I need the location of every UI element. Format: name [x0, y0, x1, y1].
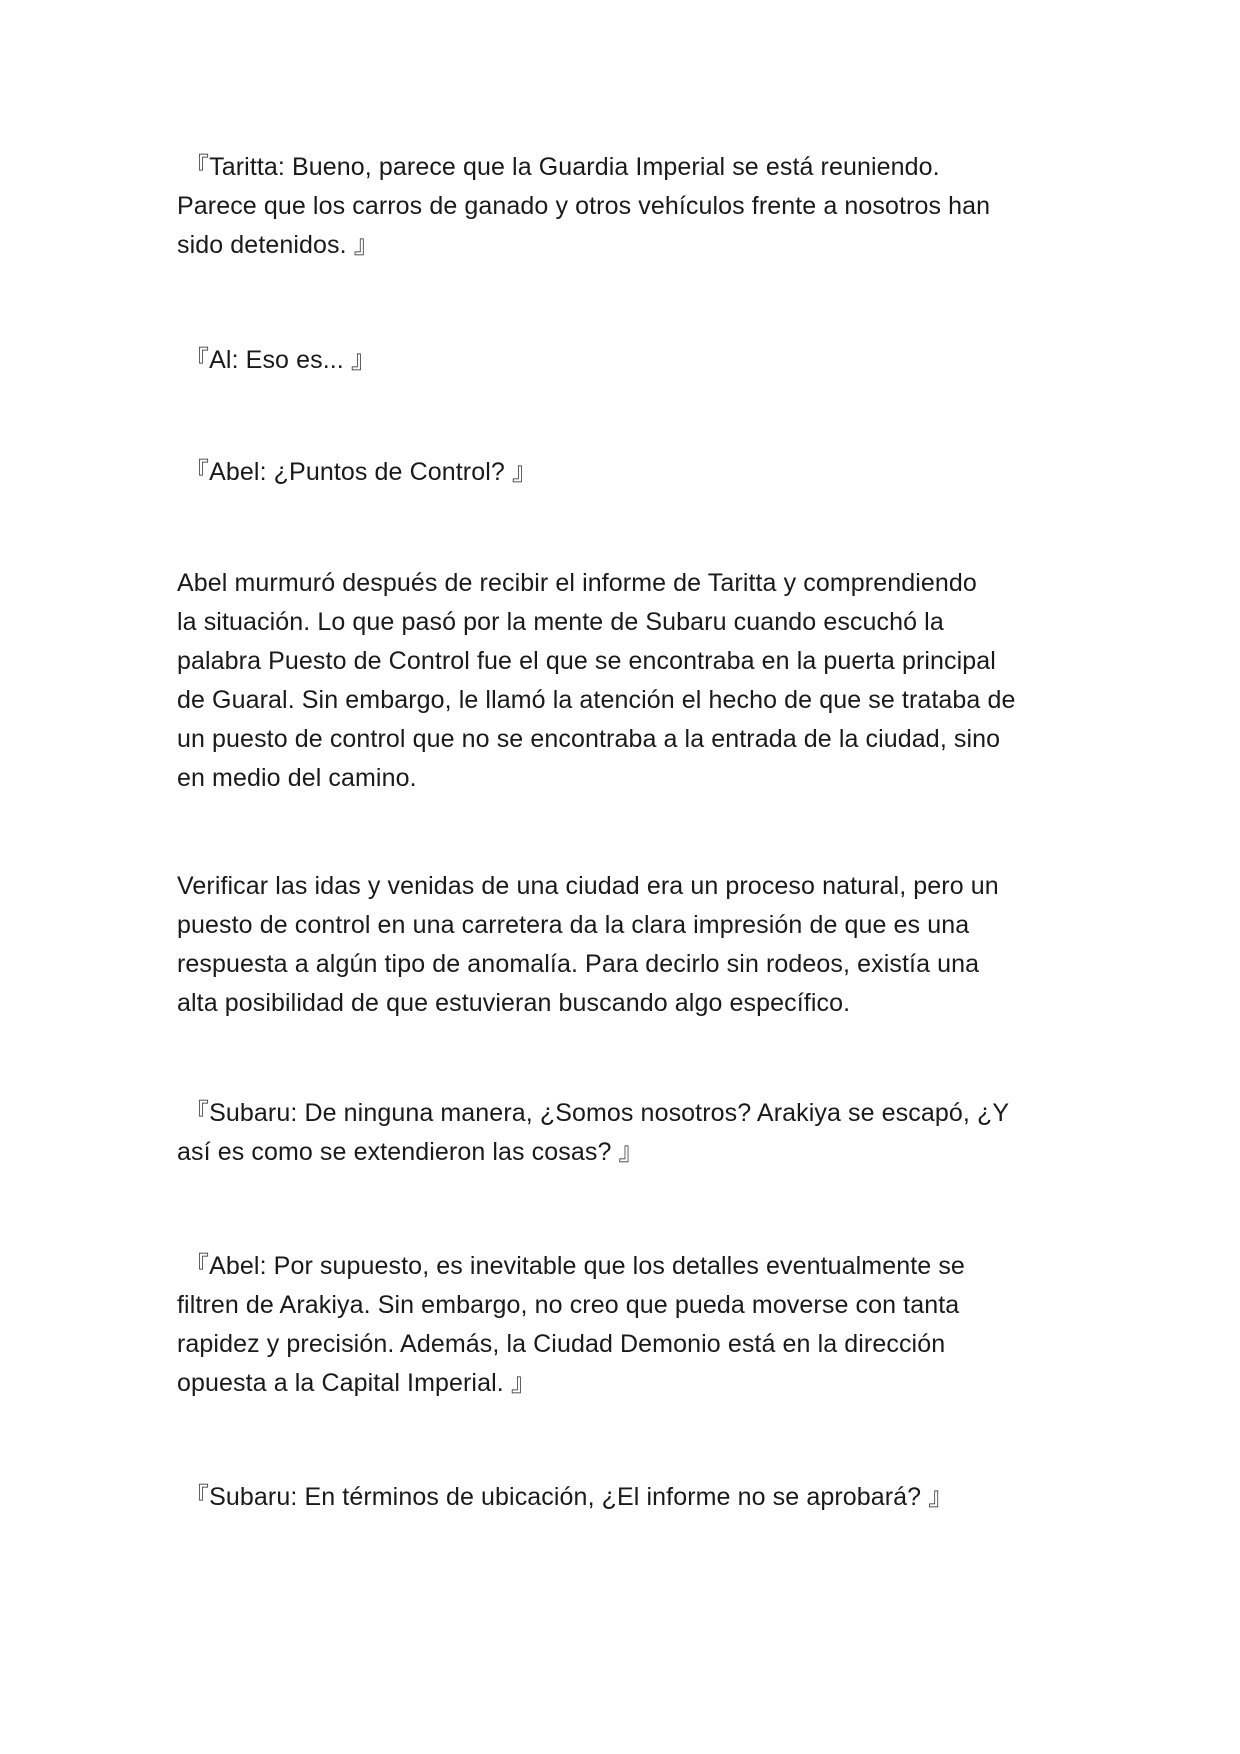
narration-abel-murmured — [177, 564, 1067, 798]
text-line: así es como se extendieron las cosas? 』 — [177, 1138, 644, 1166]
text-line: la situación. Lo que pasó por la mente de Subaru cuando escuchó la — [177, 608, 944, 636]
text-line: un puesto de control que no se encontraba a la entrada de la ciudad, sino — [177, 725, 1001, 753]
dialogue-abel-details-leak — [177, 1247, 1067, 1403]
dialogue-abel-checkpoints — [177, 453, 1067, 492]
text-line: rapidez y precisión. Además, la Ciudad Demonio está en la dirección — [177, 1330, 946, 1358]
dialogue-taritta — [177, 148, 1067, 265]
text-line: Parece que los carros de ganado y otros vehículos frente a nosotros han — [177, 192, 991, 220]
text-line: 『Al: Eso es... 』 — [177, 346, 376, 374]
text-line: de Guaral. Sin embargo, le llamó la atención el hecho de que se trataba de — [177, 686, 1016, 714]
text-line: 『Abel: ¿Puntos de Control? 』 — [177, 458, 538, 486]
text-line: opuesta a la Capital Imperial. 』 — [177, 1369, 536, 1397]
text-line: Verificar las idas y venidas de una ciudad era un proceso natural, pero un — [177, 872, 999, 900]
text-line: palabra Puesto de Control fue el que se encontraba en la puerta principal — [177, 647, 996, 675]
narration-checkpoint-anomaly — [177, 867, 1067, 1023]
dialogue-al — [177, 341, 1067, 380]
dialogue-subaru-is-it-us — [177, 1094, 1067, 1172]
text-line: 『Subaru: En términos de ubicación, ¿El informe no se aprobará? 』 — [177, 1483, 954, 1511]
text-line: filtren de Arakiya. Sin embargo, no creo que pueda moverse con tanta — [177, 1291, 960, 1319]
text-line: respuesta a algún tipo de anomalía. Para decirlo sin rodeos, existía una — [177, 950, 980, 978]
text-line: 『Taritta: Bueno, parece que la Guardia Imperial se está reuniendo. — [177, 153, 940, 181]
text-line: Abel murmuró después de recibir el informe de Taritta y comprendiendo — [177, 569, 977, 597]
text-line: en medio del camino. — [177, 764, 417, 792]
text-line: 『Abel: Por supuesto, es inevitable que los detalles eventualmente se — [177, 1252, 965, 1280]
dialogue-subaru-location — [177, 1478, 1067, 1517]
text-line: alta posibilidad de que estuvieran buscando algo específico. — [177, 989, 851, 1017]
text-line: sido detenidos. 』 — [177, 231, 379, 259]
text-line: 『Subaru: De ninguna manera, ¿Somos nosotros? Arakiya se escapó, ¿Y — [177, 1099, 1010, 1127]
text-line: puesto de control en una carretera da la clara impresión de que es una — [177, 911, 970, 939]
